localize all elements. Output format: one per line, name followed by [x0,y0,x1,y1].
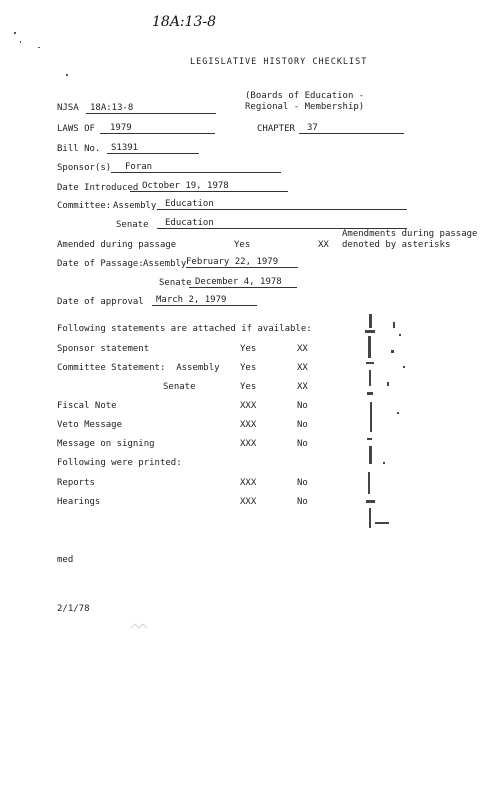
printed-row-yes: XXX [240,497,257,507]
printed-row-label: Reports [57,478,95,488]
attachment-row-yes: XXX [240,401,257,411]
njsa-value [86,103,216,114]
laws-of-value [100,123,215,134]
passage-assembly-value-text: February 22, 1979 [186,257,279,267]
footer-date: 2/1/78 [57,604,90,614]
chapter-label: CHAPTER [257,124,295,134]
amendments-note-line-2: denoted by asterisks [342,240,451,250]
attachment-row-no: XX [297,363,308,373]
attachment-row-yes: Yes [240,344,257,354]
date-of-approval-value [152,295,257,306]
attachment-row-no: No [297,439,308,449]
amendments-note-line-1: Amendments during passage [342,229,478,239]
attachment-row-label: Message on signing [57,439,155,449]
footer-initials: med [57,555,74,565]
amended-label: Amended during passage [57,240,177,250]
date-of-passage-label: Date of Passage: [57,259,144,269]
attachment-row-label: Veto Message [57,420,123,430]
sponsor-value-text: Foran [125,162,153,172]
passage-senate-label: Senate [159,278,192,288]
attachment-row-no: XX [297,344,308,354]
date-introduced-value-text: October 19, 1978 [142,181,229,191]
attachment-row-no: XX [297,382,308,392]
attachment-row-yes: XXX [240,420,257,430]
amended-yes: Yes [234,240,251,250]
committee-assembly-value [157,199,407,210]
date-introduced-label: Date Introduced [57,183,139,193]
printed-row-no: No [297,478,308,488]
date-of-approval-value-text: March 2, 1979 [156,295,227,305]
margin-stamp-artifact [363,312,413,537]
attachment-row-yes: Yes [240,382,257,392]
date-introduced-value [130,181,288,192]
amended-no: XX [318,240,329,250]
date-of-approval-label: Date of approval [57,297,144,307]
committee-senate-value [157,218,407,229]
passage-assembly-value [186,257,298,268]
sponsor-label: Sponsor(s) [57,163,112,173]
chapter-value [299,123,404,134]
attachment-row-label: Fiscal Note [57,401,117,411]
attachment-row-no: No [297,401,308,411]
attachment-row-label: Committee Statement: Assembly [57,363,220,373]
attachments-heading: Following statements are attached if available: [57,324,312,334]
attachment-row-label: Sponsor statement [57,344,150,354]
attachment-row-yes: Yes [240,363,257,373]
sponsor-value [111,162,281,173]
njsa-value-text: 18A:13-8 [90,103,134,113]
laws-of-value-text: 1979 [110,123,132,133]
committee-senate-value-text: Education [165,218,214,228]
printed-row-yes: XXX [240,478,257,488]
printed-row-no: No [297,497,308,507]
printed-row-label: Hearings [57,497,101,507]
bill-no-value [107,143,199,154]
subject-line-1: (Boards of Education - [245,91,365,101]
passage-senate-value [189,277,297,288]
handwritten-code: 18A:13-8 [152,14,217,30]
bill-no-value-text: S1391 [111,143,139,153]
passage-assembly-label: Assembly [143,259,187,269]
bill-no-label: Bill No. [57,144,101,154]
printed-heading: Following were printed: [57,458,182,468]
laws-of-label: LAWS OF [57,124,95,134]
passage-senate-value-text: December 4, 1978 [195,277,282,287]
committee-label: Committee: [57,201,112,211]
page-title: LEGISLATIVE HISTORY CHECKLIST [190,57,368,67]
committee-assembly-value-text: Education [165,199,214,209]
attachment-row-no: No [297,420,308,430]
chapter-value-text: 37 [307,123,318,133]
faded-scan-mark [130,622,148,630]
attachment-row-yes: XXX [240,439,257,449]
attachment-row-label: Senate [163,382,196,392]
subject-line-2: Regional - Membership) [245,102,365,112]
njsa-label: NJSA [57,103,79,113]
committee-senate-label: Senate [116,220,149,230]
committee-assembly-label: Assembly [113,201,157,211]
